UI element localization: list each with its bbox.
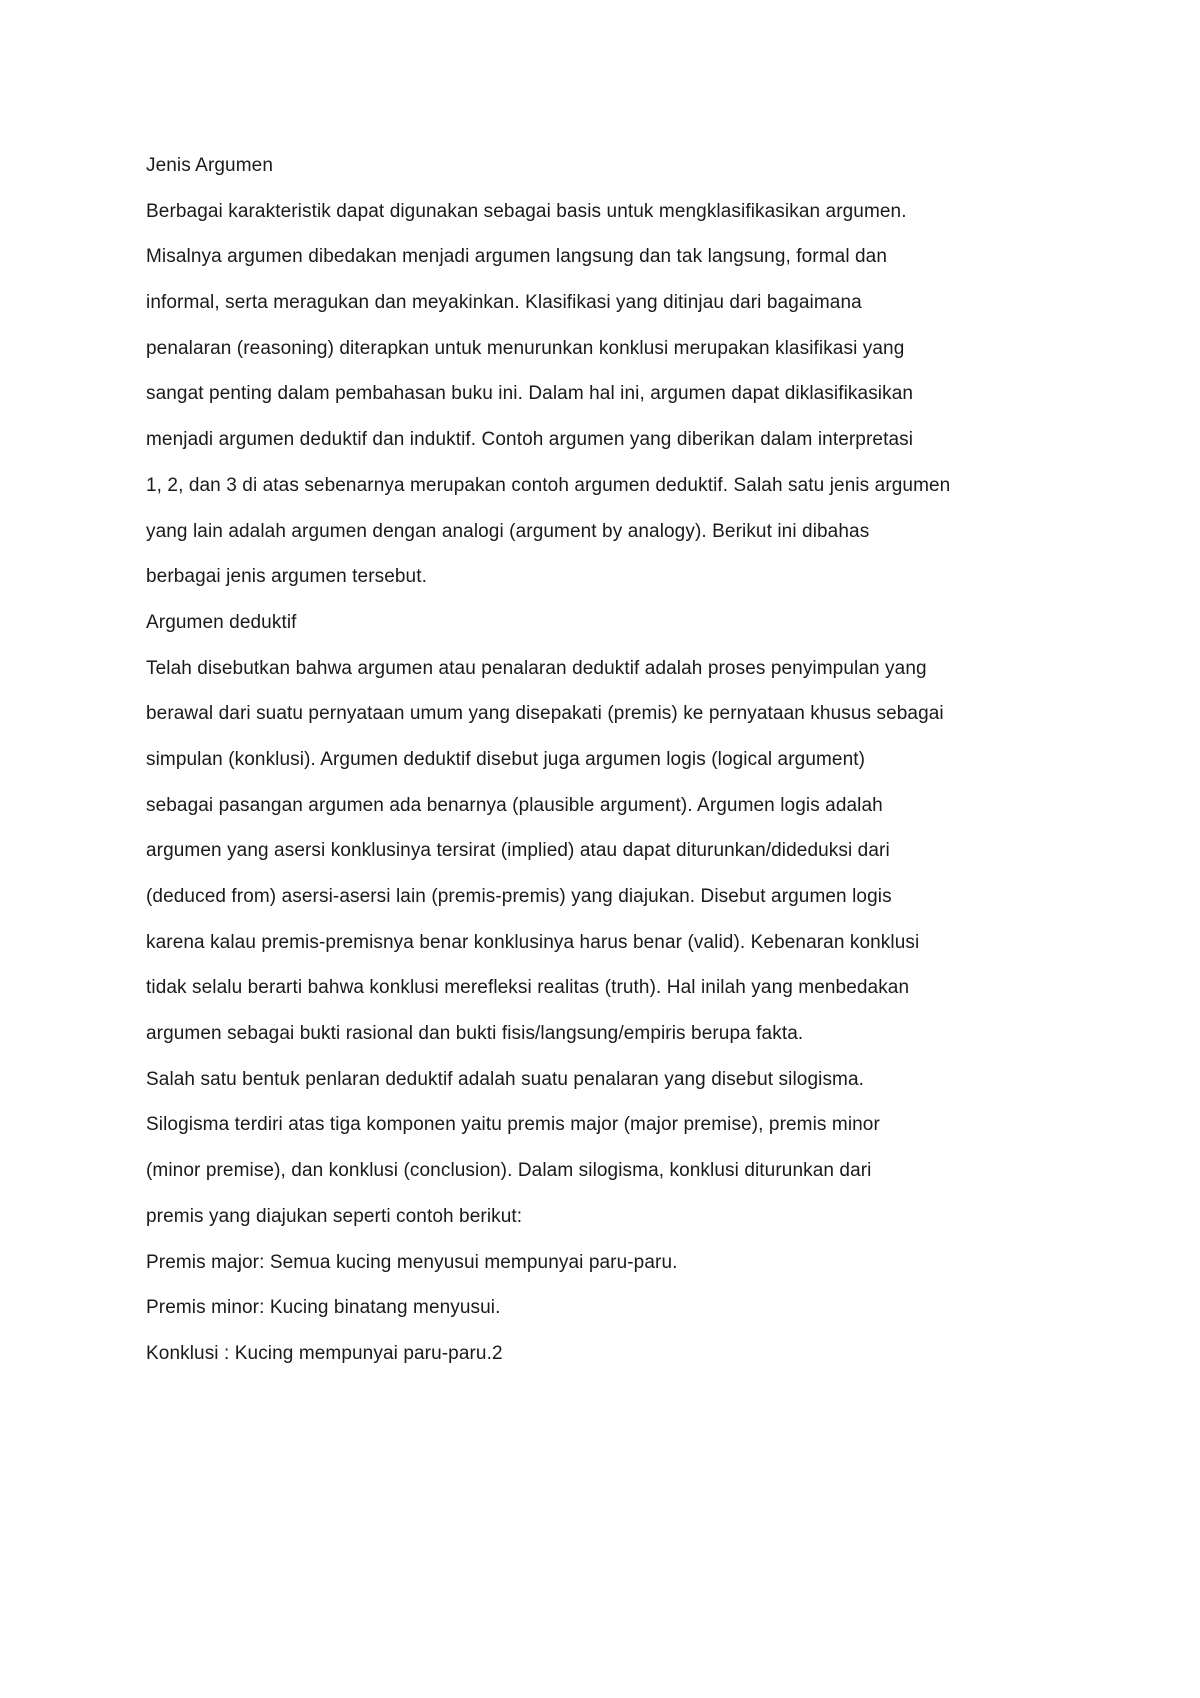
paragraph-line: penalaran (reasoning) diterapkan untuk menurunkan konklusi merupakan klasifikasi yang [146, 337, 905, 359]
paragraph-line: simpulan (konklusi). Argumen deduktif disebut juga argumen logis (logical argument) [146, 748, 866, 770]
paragraph-line: (deduced from) asersi-asersi lain (premis-premis) yang diajukan. Disebut argumen logis [146, 886, 892, 907]
paragraph-line: tidak selalu berarti bahwa konklusi merefleksi realitas (truth). Hal inilah yang menbedakan [146, 977, 910, 999]
paragraph-line: sebagai pasangan argumen ada benarnya (plausible argument). Argumen logis adalah [146, 794, 883, 816]
paragraph-line: informal, serta meragukan dan meyakinkan. Klasifikasi yang ditinjau dari bagaimana [146, 292, 862, 314]
paragraph-line: Berbagai karakteristik dapat digunakan sebagai basis untuk mengklasifikasikan argumen. [146, 200, 907, 222]
paragraph-line: berawal dari suatu pernyataan umum yang disepakati (premis) ke pernyataan khusus sebagai [146, 703, 944, 725]
paragraph-line: Silogisma terdiri atas tiga komponen yaitu premis major (major premise), premis minor [146, 1114, 880, 1136]
section-heading-jenis-argumen: Jenis Argumen [146, 155, 273, 176]
paragraph-line: (minor premise), dan konklusi (conclusion). Dalam silogisma, konklusi diturunkan dari [146, 1160, 872, 1182]
paragraph-line: 1, 2, dan 3 di atas sebenarnya merupakan contoh argumen deduktif. Salah satu jenis argumen [146, 474, 951, 496]
paragraph-line: sangat penting dalam pembahasan buku ini. Dalam hal ini, argumen dapat diklasifikasikan [146, 383, 914, 405]
paragraph-line: argumen sebagai bukti rasional dan bukti fisis/langsung/empiris berupa fakta. [146, 1023, 804, 1045]
premise-minor-line: Premis minor: Kucing binatang menyusui. [146, 1297, 501, 1319]
paragraph-line: menjadi argumen deduktif dan induktif. Contoh argumen yang diberikan dalam interpretasi [146, 429, 914, 451]
section-heading-argumen-deduktif: Argumen deduktif [146, 611, 297, 633]
document-body [146, 143, 1026, 1377]
premise-major-line: Premis major: Semua kucing menyusui mempunyai paru-paru. [146, 1251, 678, 1273]
paragraph-line: berbagai jenis argumen tersebut. [146, 566, 427, 588]
paragraph-line: Telah disebutkan bahwa argumen atau penalaran deduktif adalah proses penyimpulan yang [146, 657, 927, 679]
paragraph-line: argumen yang asersi konklusinya tersirat (implied) atau dapat diturunkan/dideduksi dari [146, 840, 890, 862]
conclusion-line: Konklusi : Kucing mempunyai paru-paru.2 [146, 1342, 503, 1364]
paragraph-line: karena kalau premis-premisnya benar konklusinya harus benar (valid). Kebenaran konklusi [146, 931, 920, 953]
paragraph-line: Misalnya argumen dibedakan menjadi argumen langsung dan tak langsung, formal dan [146, 246, 888, 268]
paragraph-line: yang lain adalah argumen dengan analogi (argument by analogy). Berikut ini dibahas [146, 520, 870, 542]
paragraph-line: Salah satu bentuk penlaran deduktif adalah suatu penalaran yang disebut silogisma. [146, 1068, 865, 1090]
paragraph-line: premis yang diajukan seperti contoh berikut: [146, 1205, 523, 1227]
